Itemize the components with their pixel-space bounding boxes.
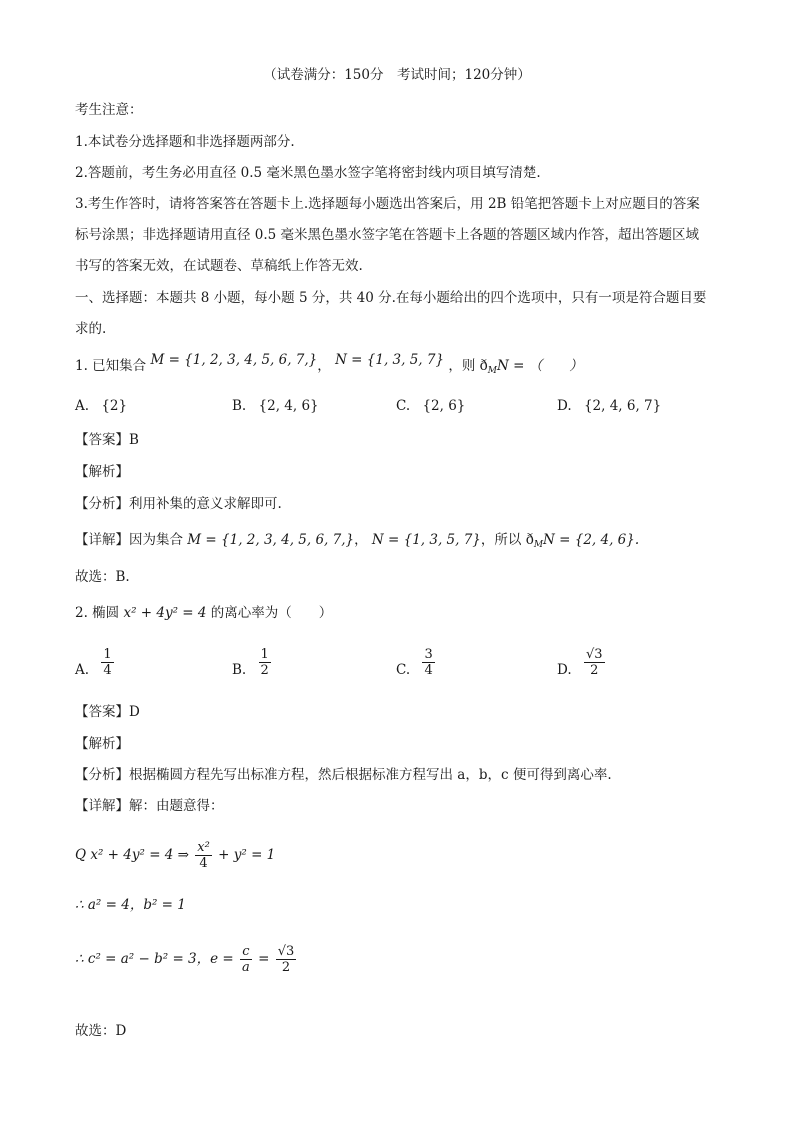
- q2-step-3-f1-numerator: c: [242, 944, 250, 959]
- q1-fenxi: 【分析】利用补集的意义求解即可.: [75, 496, 282, 512]
- q2-equation: x² + 4y² = 4: [123, 605, 207, 621]
- q1-option-d: [557, 397, 661, 415]
- question-1: 1. 已知集合 M = {1, 2, 3, 4, 5, 6, 7,}， N = {1, 3, 5, 7} ，则 $ð_MN$ = （ ）: [75, 352, 583, 376]
- section-1-heading-a: 一、选择题：本题共 8 小题，每小题 5 分，共 40 分.在每小题给出的四个选项中，只有一项是符合题目要: [75, 290, 707, 306]
- q1-ask: ，则 ð: [448, 358, 488, 374]
- q2-option-c-numerator: 3: [424, 647, 433, 662]
- q2-option-d-numerator: √3: [585, 647, 603, 662]
- q1-ask-sub: M: [487, 366, 498, 376]
- q2-analysis-label: 【解析】: [75, 736, 129, 752]
- q2-option-c-fraction: [422, 647, 434, 678]
- q2-option-a-fraction: [101, 647, 113, 678]
- section-1-heading-b: 求的.: [75, 321, 107, 337]
- q2-step-2-text: ∴ a² = 4，b² = 1: [75, 897, 186, 913]
- q2-step-1-left: Q x² + 4y² = 4 ⇒: [75, 847, 189, 863]
- note-3b: 标号涂黑；非选择题请用直径 0.5 毫米黑色墨水签字笔在答题卡上各题的答题区域内作答，超出答题区域: [75, 227, 700, 243]
- q2-conclusion: 故选：D: [75, 1023, 127, 1039]
- q2-option-a: [75, 647, 116, 678]
- q2-step-3-left: ∴ c² = a² − b² = 3，e =: [75, 951, 234, 967]
- question-2: [75, 604, 332, 622]
- q1-xiangjie: 【详解】因为集合 M = {1, 2, 3, 4, 5, 6, 7,}， N = {1, 3, 5, 7}，所以 $ð_MN = \{2$, 4, 6}.: [75, 532, 640, 550]
- q2-fenxi: 【分析】根据椭圆方程先写出标准方程，然后根据标准方程写出 a，b，c 便可得到离心率.: [75, 767, 612, 783]
- q2-option-b-numerator: 1: [260, 647, 269, 662]
- q1-option-c: [396, 397, 465, 415]
- q1-option-b: [232, 397, 319, 415]
- q1-option-a-value: {2}: [101, 398, 128, 414]
- q2-step-1: [75, 840, 275, 871]
- q2-step-3-f2-numerator: √3: [277, 944, 295, 959]
- q2-option-a-denominator: 4: [103, 663, 112, 678]
- q1-option-b-label: B.: [232, 398, 247, 414]
- q2-option-b: [232, 647, 273, 678]
- q2-step-1-numerator: x²: [197, 840, 210, 855]
- q1-xiangjie-mid: ，所以 ð: [480, 532, 534, 548]
- q1-prefix: 1. 已知集合: [75, 358, 147, 374]
- q1-answer: 【答案】B: [75, 432, 139, 448]
- note-1: 1.本试卷分选择题和非选择题两部分.: [75, 134, 295, 150]
- q2-step-2: [75, 896, 186, 914]
- q2-option-b-denominator: 2: [260, 663, 269, 678]
- q1-xiangjie-prefix: 【详解】因为集合: [75, 532, 183, 548]
- q2-step-3-equals: =: [258, 951, 270, 967]
- notes-title: 考生注意：: [75, 102, 143, 118]
- q2-step-1-right: + y² = 1: [218, 847, 276, 863]
- note-3a: 3.考生作答时，请将答案答在答题卡上.选择题每小题选出答案后，用 2B 铅笔把答题卡上对应题目的答案: [75, 196, 700, 212]
- q2-option-c-denominator: 4: [424, 663, 433, 678]
- q2-step-3-fraction-2: [276, 944, 297, 975]
- q1-option-d-value: {2, 4, 6, 7}: [583, 398, 662, 414]
- q1-xiangjie-sub: M: [533, 540, 544, 550]
- q1-conclusion: 故选：B.: [75, 569, 130, 585]
- q2-option-c-label: C.: [396, 662, 411, 678]
- q2-step-3-f2-denominator: 2: [276, 959, 297, 975]
- q2-option-d: [557, 647, 607, 678]
- q2-answer: 【答案】D: [75, 704, 140, 720]
- q2-xiangjie: 【详解】解：由题意得：: [75, 798, 224, 814]
- q1-set-m: M = {1, 2, 3, 4, 5, 6, 7,}: [150, 352, 318, 368]
- q2-step-1-fraction: [195, 840, 212, 871]
- q2-option-d-fraction: [584, 647, 605, 678]
- q1-option-a-label: A.: [75, 398, 90, 414]
- q2-option-a-label: A.: [75, 662, 90, 678]
- q2-prefix: 2. 椭圆: [75, 605, 120, 621]
- q2-option-b-fraction: [259, 647, 271, 678]
- q2-option-d-denominator: 2: [584, 662, 605, 678]
- q2-step-3: [75, 944, 298, 975]
- q2-option-a-numerator: 1: [103, 647, 112, 662]
- q1-option-d-label: D.: [557, 398, 572, 414]
- q1-xiangjie-tail: N = {2, 4, 6}.: [543, 532, 640, 548]
- q2-step-3-fraction-1: [240, 944, 252, 975]
- q2-option-b-label: B.: [232, 662, 247, 678]
- q2-option-c: [396, 647, 437, 678]
- q2-option-d-label: D.: [557, 662, 572, 678]
- q1-set-n: N = {1, 3, 5, 7}: [335, 352, 445, 368]
- q1-option-c-value: {2, 6}: [422, 398, 466, 414]
- note-2: 2.答题前，考生务必用直径 0.5 毫米黑色墨水签字笔将密封线内项目填写清楚.: [75, 165, 541, 181]
- q2-tail: 的离心率为（ ）: [210, 605, 333, 621]
- q1-analysis-label: 【解析】: [75, 464, 129, 480]
- q1-ask-tail: N = （ ）: [497, 358, 583, 374]
- q2-step-3-f1-denominator: a: [242, 960, 250, 975]
- q1-xiangjie-set-m: M = {1, 2, 3, 4, 5, 6, 7,}: [187, 532, 355, 548]
- exam-header: （试卷满分：150分 考试时间；120分钟）: [263, 67, 531, 83]
- q1-option-a: [75, 397, 127, 415]
- note-3c: 书写的答案无效，在试题卷、草稿纸上作答无效.: [75, 258, 363, 274]
- q1-option-c-label: C.: [396, 398, 411, 414]
- q1-xiangjie-set-n: N = {1, 3, 5, 7}: [371, 532, 481, 548]
- q1-option-b-value: {2, 4, 6}: [258, 398, 319, 414]
- q2-step-1-denominator: 4: [195, 855, 212, 871]
